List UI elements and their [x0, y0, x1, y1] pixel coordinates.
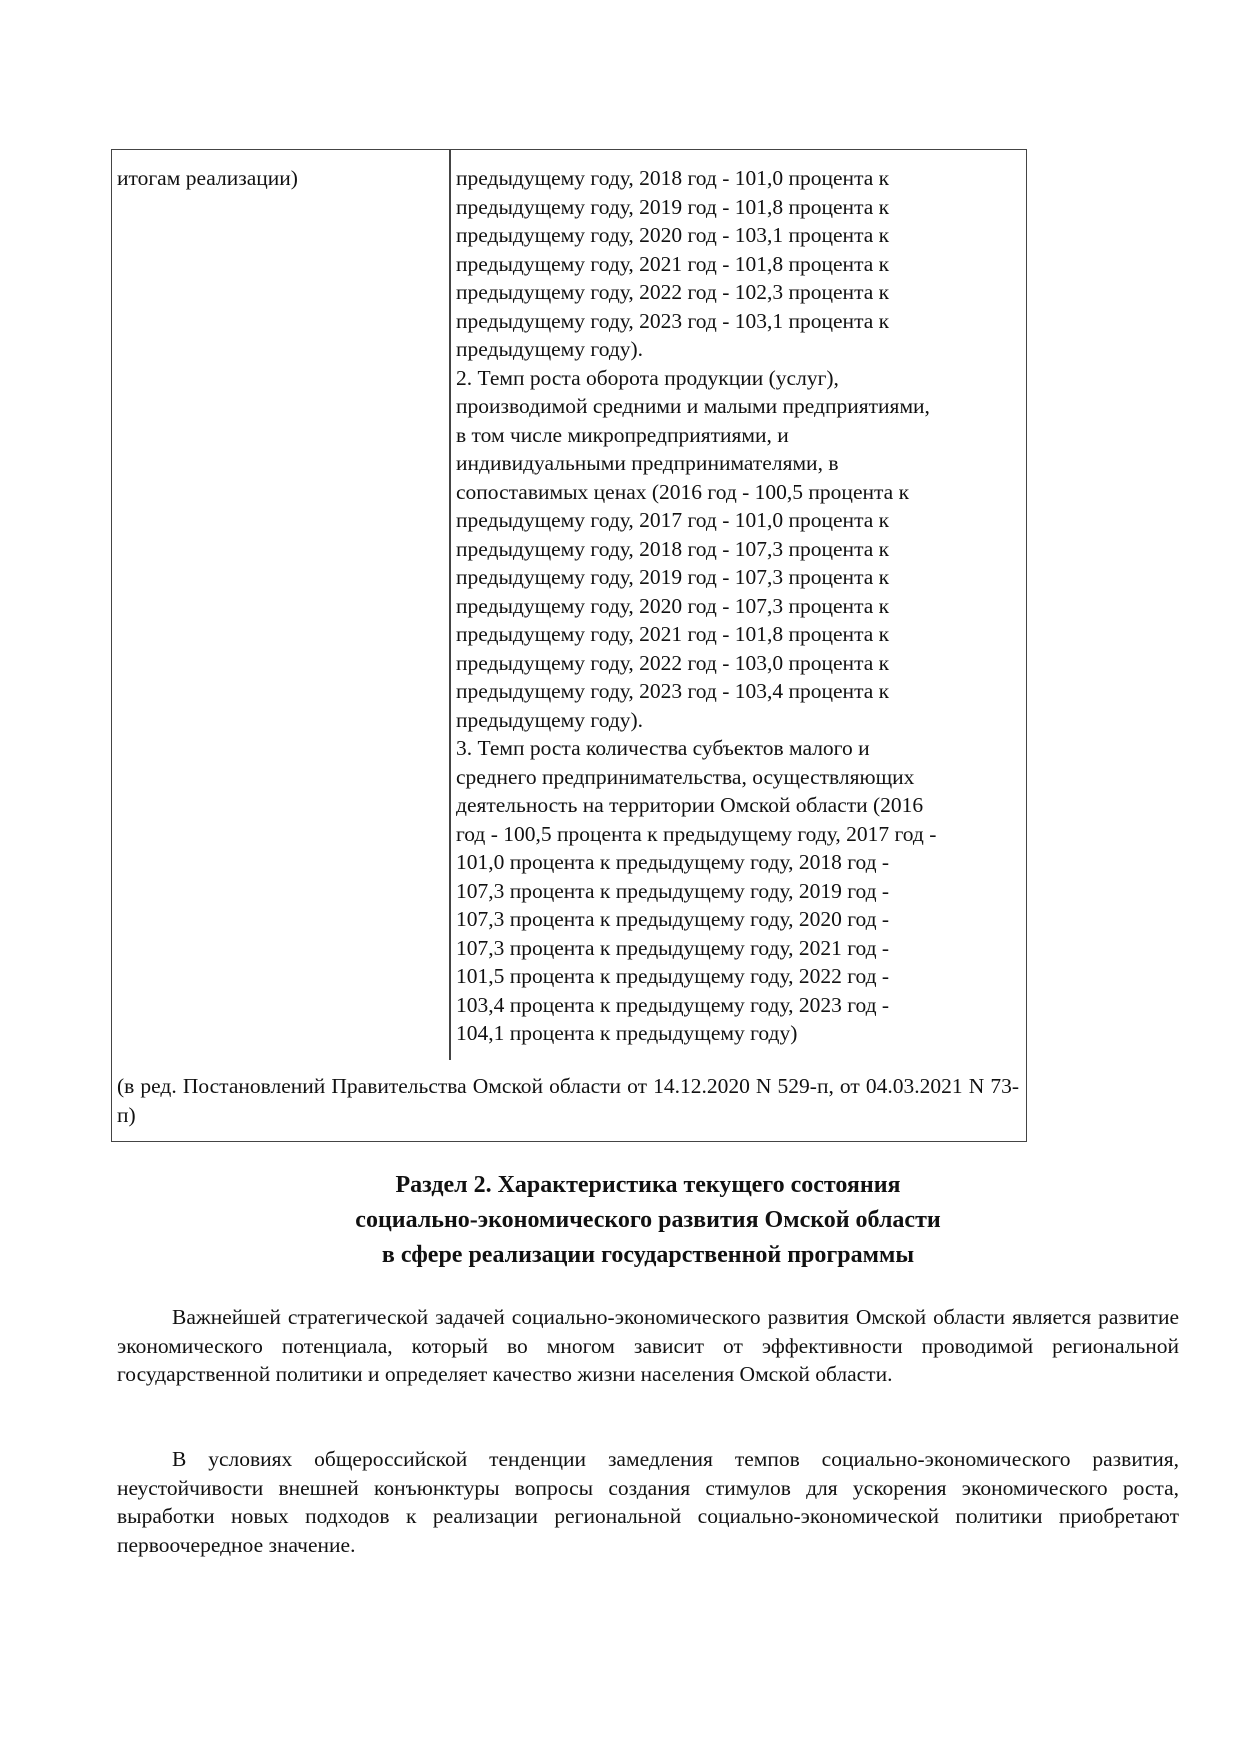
cell-line: 3. Темп роста количества субъектов малого и: [456, 736, 870, 760]
cell-line: предыдущему году, 2021 год - 101,8 процента к: [456, 622, 890, 646]
cell-line: 107,3 процента к предыдущему году, 2021 год -: [456, 935, 890, 960]
column-divider: [449, 150, 451, 1060]
heading-line: Раздел 2. Характеристика текущего состояния: [395, 1172, 901, 1198]
cell-line: предыдущему году, 2022 год - 102,3 процента к: [456, 280, 890, 304]
heading-line: в сфере реализации государственной программы: [381, 1242, 915, 1268]
cell-line: среднего предпринимательства, осуществляющих: [456, 764, 915, 789]
cell-line: предыдущему году, 2017 год - 101,0 процента к: [456, 508, 890, 532]
paragraph: В условиях общероссийской тенденции замедления темпов социально-экономического развития, неустойчивости внешней конъюнктуры вопросы создания стимулов для ускорения экономического роста, выработки новых подходов к реализации региональной социально-экономической политики приобретают первоочередное значение.: [117, 1447, 1179, 1557]
cell-line: предыдущему году, 2022 год - 103,0 процента к: [456, 650, 890, 675]
cell-line: 2. Темп роста оборота продукции (услуг),: [456, 365, 839, 390]
cell-line: предыдущему году, 2018 год - 101,0 процента к: [456, 166, 890, 190]
cell-line: год - 100,5 процента к предыдущему году, 2017 год -: [456, 821, 937, 846]
cell-line: предыдущему году).: [456, 707, 644, 732]
left-cell: итогам реализации): [117, 166, 298, 190]
cell-line: предыдущему году, 2023 год - 103,1 процента к: [456, 308, 890, 333]
cell-line: 107,3 процента к предыдущему году, 2020 год -: [456, 907, 890, 931]
cell-line: индивидуальными предпринимателями, в: [456, 451, 839, 475]
cell-line: 103,4 процента к предыдущему году, 2023 год -: [456, 992, 890, 1017]
cell-line: предыдущему году, 2019 год - 101,8 процента к: [456, 194, 890, 219]
cell-line: 107,3 процента к предыдущему году, 2019 год -: [456, 878, 890, 903]
cell-line: сопоставимых ценах (2016 год - 100,5 процента к: [456, 479, 910, 504]
section-heading: [117, 1168, 1179, 1273]
program-passport-table: [111, 149, 1027, 1142]
cell-line: предыдущему году, 2018 год - 107,3 процента к: [456, 536, 890, 561]
cell-line: предыдущему году, 2020 год - 103,1 процента к: [456, 223, 890, 247]
cell-line: деятельность на территории Омской области (2016: [456, 793, 924, 817]
heading-line: социально-экономического развития Омской области: [355, 1207, 941, 1233]
right-cell: [456, 164, 1016, 1048]
cell-line: предыдущему году, 2021 год - 101,8 процента к: [456, 251, 890, 276]
cell-line: производимой средними и малыми предприятиями,: [456, 394, 930, 418]
cell-line: предыдущему году, 2020 год - 107,3 процента к: [456, 593, 890, 618]
amendment-note: (в ред. Постановлений Правительства Омской области от 14.12.2020 N 529-п, от 04.03.2021 N 73-п): [117, 1074, 1019, 1127]
cell-line: 101,0 процента к предыдущему году, 2018 год -: [456, 850, 890, 874]
cell-line: 104,1 процента к предыдущему году): [456, 1021, 798, 1045]
cell-line: 101,5 процента к предыдущему году, 2022 год -: [456, 964, 890, 988]
cell-line: в том числе микропредприятиями, и: [456, 422, 789, 447]
paragraph: Важнейшей стратегической задачей социально-экономического развития Омской области является развитие экономического потенциала, который во многом зависит от эффективности проводимой региональной государственной политики и определяет качество жизни населения Омской области.: [117, 1305, 1179, 1386]
cell-line: предыдущему году).: [456, 337, 644, 361]
cell-line: предыдущему году, 2019 год - 107,3 процента к: [456, 565, 890, 589]
cell-line: предыдущему году, 2023 год - 103,4 процента к: [456, 679, 890, 703]
